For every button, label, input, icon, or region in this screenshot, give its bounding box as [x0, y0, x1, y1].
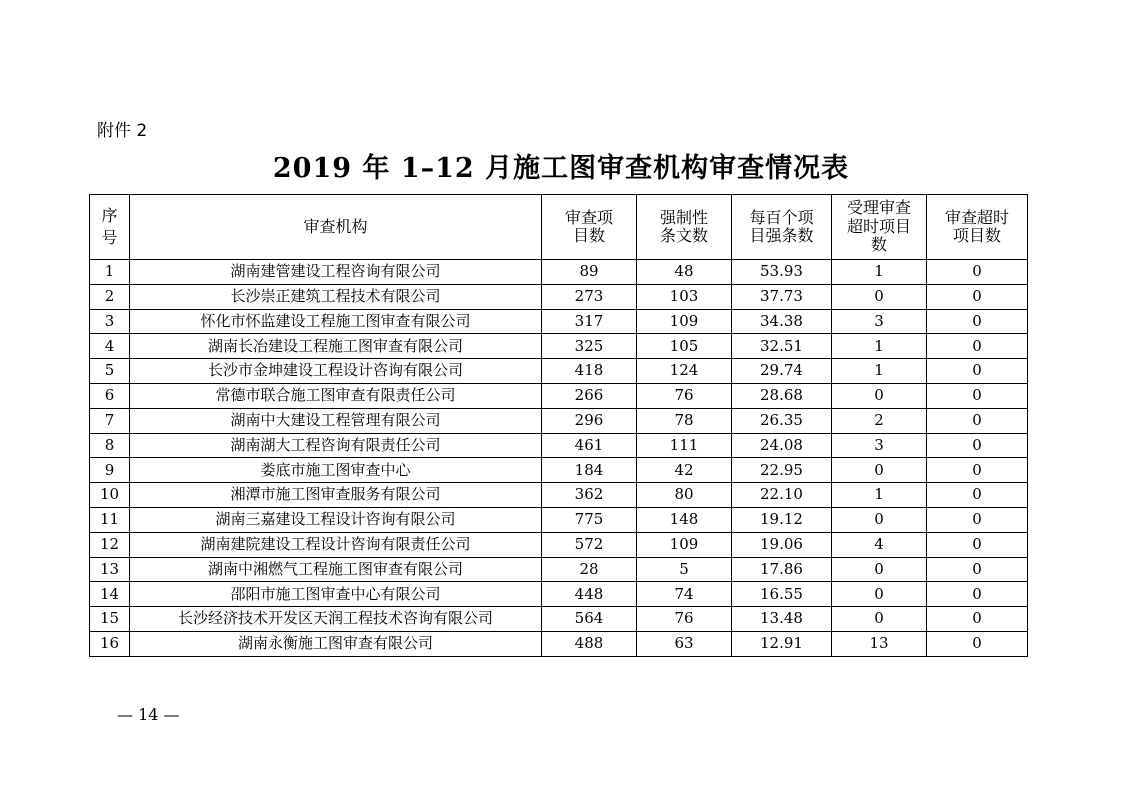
cell-institution: 湖南永衡施工图审查有限公司: [130, 631, 542, 656]
cell-per-hundred: 22.95: [732, 458, 832, 483]
cell-institution: 湘潭市施工图审查服务有限公司: [130, 483, 542, 508]
table-row: [90, 532, 1028, 557]
cell-overdue-review: 0: [927, 359, 1028, 384]
cell-index: 11: [90, 507, 130, 532]
cell-index: 5: [90, 359, 130, 384]
header-overdue-accept: 受理审查超时项目数: [832, 195, 927, 260]
table-row: [90, 631, 1028, 656]
cell-per-hundred: 19.06: [732, 532, 832, 557]
cell-overdue-review: 0: [927, 408, 1028, 433]
cell-overdue-review: 0: [927, 433, 1028, 458]
cell-projects: 28: [542, 557, 637, 582]
cell-projects: 775: [542, 507, 637, 532]
header-institution: 审查机构: [130, 195, 542, 260]
header-index: 序号: [90, 195, 130, 260]
cell-mandatory: 48: [637, 260, 732, 285]
cell-index: 8: [90, 433, 130, 458]
table-row: [90, 582, 1028, 607]
attachment-label: 附件 2: [97, 121, 148, 141]
cell-per-hundred: 16.55: [732, 582, 832, 607]
cell-per-hundred: 17.86: [732, 557, 832, 582]
cell-projects: 296: [542, 408, 637, 433]
cell-institution: 怀化市怀监建设工程施工图审查有限公司: [130, 309, 542, 334]
cell-overdue-accept: 0: [832, 582, 927, 607]
cell-overdue-review: 0: [927, 284, 1028, 309]
cell-institution: 长沙崇正建筑工程技术有限公司: [130, 284, 542, 309]
cell-mandatory: 76: [637, 383, 732, 408]
cell-institution: 湖南建院建设工程设计咨询有限责任公司: [130, 532, 542, 557]
cell-overdue-review: 0: [927, 582, 1028, 607]
cell-projects: 461: [542, 433, 637, 458]
cell-mandatory: 80: [637, 483, 732, 508]
cell-overdue-accept: 1: [832, 260, 927, 285]
review-table: [89, 194, 1028, 657]
table-row: [90, 483, 1028, 508]
cell-overdue-review: 0: [927, 557, 1028, 582]
table-row: [90, 607, 1028, 632]
cell-institution: 长沙市金坤建设工程设计咨询有限公司: [130, 359, 542, 384]
cell-overdue-accept: 3: [832, 309, 927, 334]
cell-index: 3: [90, 309, 130, 334]
cell-per-hundred: 28.68: [732, 383, 832, 408]
table-row: [90, 507, 1028, 532]
cell-mandatory: 76: [637, 607, 732, 632]
cell-index: 15: [90, 607, 130, 632]
cell-per-hundred: 29.74: [732, 359, 832, 384]
header-per-hundred: 每百个项目强条数: [732, 195, 832, 260]
table-row: [90, 557, 1028, 582]
table-row: [90, 309, 1028, 334]
cell-overdue-accept: 0: [832, 507, 927, 532]
cell-mandatory: 124: [637, 359, 732, 384]
header-projects: 审查项目数: [542, 195, 637, 260]
header-mandatory: 强制性条文数: [637, 195, 732, 260]
cell-institution: 常德市联合施工图审查有限责任公司: [130, 383, 542, 408]
cell-overdue-accept: 13: [832, 631, 927, 656]
cell-per-hundred: 26.35: [732, 408, 832, 433]
cell-overdue-accept: 3: [832, 433, 927, 458]
page-number: — 14 —: [117, 705, 180, 724]
cell-mandatory: 105: [637, 334, 732, 359]
table-row: [90, 408, 1028, 433]
cell-mandatory: 111: [637, 433, 732, 458]
cell-mandatory: 74: [637, 582, 732, 607]
cell-projects: 266: [542, 383, 637, 408]
cell-institution: 湖南建管建设工程咨询有限公司: [130, 260, 542, 285]
cell-projects: 184: [542, 458, 637, 483]
cell-projects: 317: [542, 309, 637, 334]
cell-index: 7: [90, 408, 130, 433]
cell-overdue-review: 0: [927, 532, 1028, 557]
cell-institution: 邵阳市施工图审查中心有限公司: [130, 582, 542, 607]
table-body: [90, 260, 1028, 657]
cell-index: 16: [90, 631, 130, 656]
cell-projects: 418: [542, 359, 637, 384]
cell-mandatory: 5: [637, 557, 732, 582]
cell-index: 1: [90, 260, 130, 285]
cell-projects: 488: [542, 631, 637, 656]
cell-institution: 湖南三嘉建设工程设计咨询有限公司: [130, 507, 542, 532]
cell-mandatory: 42: [637, 458, 732, 483]
cell-overdue-accept: 2: [832, 408, 927, 433]
cell-projects: 325: [542, 334, 637, 359]
cell-overdue-review: 0: [927, 383, 1028, 408]
cell-overdue-accept: 1: [832, 334, 927, 359]
table-row: [90, 260, 1028, 285]
page-title: 2019 年 1–12 月施工图审查机构审查情况表: [272, 153, 850, 184]
cell-institution: 湖南中湘燃气工程施工图审查有限公司: [130, 557, 542, 582]
cell-overdue-review: 0: [927, 483, 1028, 508]
cell-institution: 湖南湖大工程咨询有限责任公司: [130, 433, 542, 458]
cell-overdue-review: 0: [927, 260, 1028, 285]
cell-institution: 娄底市施工图审查中心: [130, 458, 542, 483]
table-header-row: [90, 195, 1028, 260]
cell-index: 13: [90, 557, 130, 582]
cell-index: 6: [90, 383, 130, 408]
table-row: [90, 334, 1028, 359]
cell-projects: 362: [542, 483, 637, 508]
cell-overdue-review: 0: [927, 631, 1028, 656]
cell-institution: 长沙经济技术开发区天润工程技术咨询有限公司: [130, 607, 542, 632]
cell-overdue-review: 0: [927, 458, 1028, 483]
cell-projects: 273: [542, 284, 637, 309]
cell-overdue-accept: 1: [832, 483, 927, 508]
cell-index: 12: [90, 532, 130, 557]
cell-projects: 564: [542, 607, 637, 632]
table-row: [90, 383, 1028, 408]
cell-institution: 湖南长冶建设工程施工图审查有限公司: [130, 334, 542, 359]
cell-index: 14: [90, 582, 130, 607]
cell-overdue-accept: 0: [832, 557, 927, 582]
cell-per-hundred: 32.51: [732, 334, 832, 359]
header-overdue-review: 审查超时项目数: [927, 195, 1028, 260]
cell-per-hundred: 13.48: [732, 607, 832, 632]
table-row: [90, 458, 1028, 483]
cell-mandatory: 148: [637, 507, 732, 532]
cell-overdue-accept: 0: [832, 284, 927, 309]
cell-overdue-accept: 0: [832, 607, 927, 632]
cell-per-hundred: 53.93: [732, 260, 832, 285]
table-row: [90, 359, 1028, 384]
cell-overdue-accept: 1: [832, 359, 927, 384]
cell-index: 10: [90, 483, 130, 508]
cell-mandatory: 109: [637, 532, 732, 557]
cell-index: 4: [90, 334, 130, 359]
cell-overdue-review: 0: [927, 607, 1028, 632]
cell-per-hundred: 19.12: [732, 507, 832, 532]
cell-projects: 89: [542, 260, 637, 285]
cell-mandatory: 109: [637, 309, 732, 334]
cell-overdue-review: 0: [927, 507, 1028, 532]
cell-overdue-accept: 0: [832, 383, 927, 408]
cell-per-hundred: 12.91: [732, 631, 832, 656]
cell-index: 2: [90, 284, 130, 309]
table-row: [90, 433, 1028, 458]
cell-per-hundred: 34.38: [732, 309, 832, 334]
cell-per-hundred: 37.73: [732, 284, 832, 309]
cell-overdue-review: 0: [927, 334, 1028, 359]
cell-index: 9: [90, 458, 130, 483]
cell-overdue-review: 0: [927, 309, 1028, 334]
cell-mandatory: 78: [637, 408, 732, 433]
cell-mandatory: 63: [637, 631, 732, 656]
cell-overdue-accept: 4: [832, 532, 927, 557]
cell-projects: 572: [542, 532, 637, 557]
cell-mandatory: 103: [637, 284, 732, 309]
cell-overdue-accept: 0: [832, 458, 927, 483]
table-row: [90, 284, 1028, 309]
cell-per-hundred: 22.10: [732, 483, 832, 508]
cell-projects: 448: [542, 582, 637, 607]
cell-institution: 湖南中大建设工程管理有限公司: [130, 408, 542, 433]
cell-per-hundred: 24.08: [732, 433, 832, 458]
